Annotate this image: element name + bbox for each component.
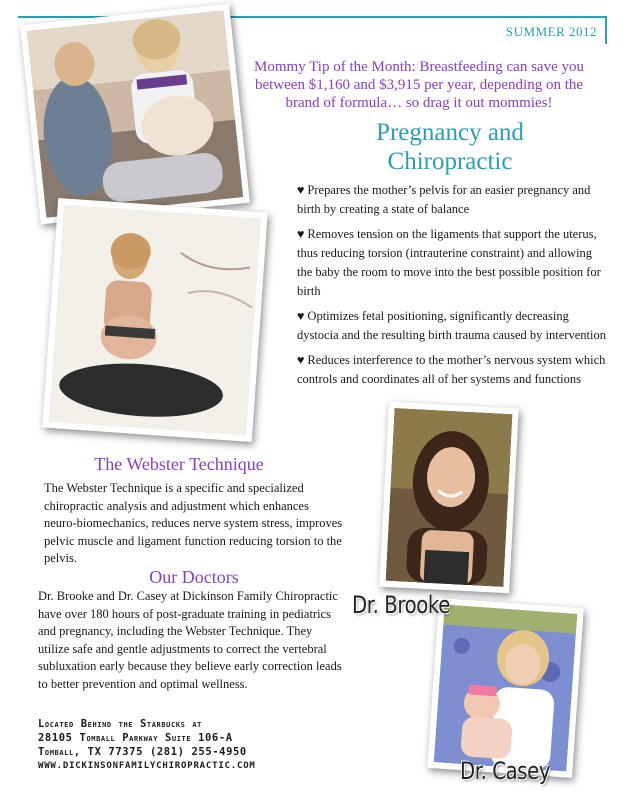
list-item-text: Prepares the mother’s pelvis for an easier pregnancy and birth by creating a state of balance xyxy=(297,183,591,216)
title-line-2: Chiropractic xyxy=(387,148,513,175)
our-doctors-heading: Our Doctors xyxy=(149,567,239,587)
title-line-1: Pregnancy and xyxy=(376,119,524,146)
list-item-text: Optimizes fetal positioning, significantly decreasing dystocia and the resulting birth trauma caused by intervention xyxy=(297,309,606,342)
photo-dr-brooke xyxy=(379,402,519,594)
page-title xyxy=(330,118,570,176)
photo-pregnancy-meditation xyxy=(42,198,268,442)
address-block xyxy=(38,717,358,773)
heart-icon: ♥ xyxy=(297,227,305,241)
list-item xyxy=(297,181,607,219)
address-line: Located Behind the Starbucks at xyxy=(38,718,202,730)
list-item xyxy=(297,225,607,301)
mommy-tip: Mommy Tip of the Month: Breastfeeding can save you between $1,160 and $3,915 per year, depending on the brand of formula… so drag it out mommies! xyxy=(254,59,584,111)
website-link[interactable]: WWW.DICKINSONFAMILYCHIROPRACTIC.COM xyxy=(38,761,256,771)
issue-date: SUMMER 2012 xyxy=(505,24,597,39)
webster-technique-heading: The Webster Technique xyxy=(94,454,264,474)
photo-pregnancy-adjustment xyxy=(20,4,250,225)
benefits-list xyxy=(297,181,607,395)
address-line: Tomball, TX 77375 (281) 255-4950 xyxy=(38,746,247,758)
list-item xyxy=(297,307,607,345)
heart-icon: ♥ xyxy=(297,353,305,367)
our-doctors-text: Dr. Brooke and Dr. Casey at Dickinson Family Chiropractic have over 180 hours of post-graduate training in pediatrics and pregnancy, including the Webster Technique. They utilize safe and gentle adjustments to correct the vertebral subluxation early because they believe early correction leads to better prevention and optimal wellness. xyxy=(38,589,342,691)
list-item xyxy=(297,351,607,389)
address-line: 28105 Tomball Parkway Suite 106-A xyxy=(38,732,233,744)
heart-icon: ♥ xyxy=(297,183,305,197)
frame-right-line xyxy=(605,16,607,44)
list-item-text: Removes tension on the ligaments that support the uterus, thus reducing torsion (intrauterine constraint) and allowing the baby the room to move into the best possible position for birth xyxy=(297,227,601,298)
photo-dr-casey xyxy=(427,598,584,778)
webster-technique-text: The Webster Technique is a specific and specialized chiropractic analysis and adjustment which enhances neuro-biomechanics, reduces nerve system stress, improves pelvic muscle and ligament function reducing torsion to the pelvis. xyxy=(44,481,343,565)
list-item-text: Reduces interference to the mother’s nervous system which controls and coordinates all of her systems and functions xyxy=(297,353,606,386)
caption-dr-brooke: Dr. Brooke xyxy=(352,591,450,619)
heart-icon: ♥ xyxy=(297,309,305,323)
caption-dr-casey: Dr. Casey xyxy=(460,757,551,785)
